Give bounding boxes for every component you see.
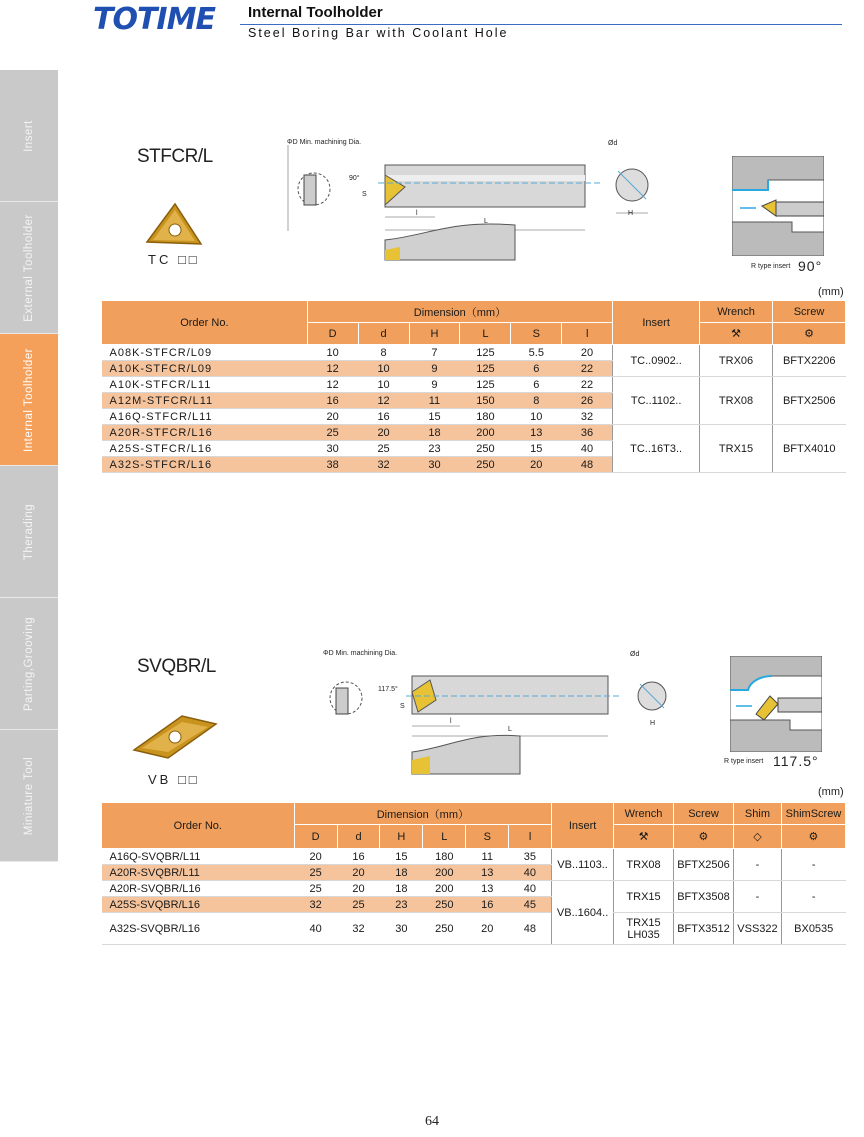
order-no-cell: A10K-STFCR/L11 xyxy=(102,377,308,393)
order-no-cell: A25S-SVQBR/L16 xyxy=(102,897,295,913)
screw-cell: BFTX2506 xyxy=(674,849,734,881)
table-row xyxy=(102,849,846,865)
table-row xyxy=(102,913,846,945)
col-shim: Shim xyxy=(733,803,781,825)
H-label: H xyxy=(650,720,656,727)
brand-logo: TOTIME xyxy=(93,2,215,37)
order-no-cell: A20R-SVQBR/L16 xyxy=(102,881,295,897)
dim-cell: 250 xyxy=(460,457,511,473)
dim-cell: 36 xyxy=(562,425,613,441)
col-order: Order No. xyxy=(102,803,295,849)
shimscrew-icon: ⚙ xyxy=(781,825,845,849)
tab-label: Therading xyxy=(22,503,35,560)
approach-angle: 90° xyxy=(798,258,823,274)
table-row xyxy=(102,377,846,393)
svqbr-spec-table xyxy=(101,802,846,945)
dim-cell: 10 xyxy=(358,361,409,377)
wrench-cell: TRX15 xyxy=(614,881,674,913)
dim-cell: 13 xyxy=(466,881,509,897)
angle-label: 117.5° xyxy=(378,686,398,693)
dim-cell: 13 xyxy=(466,865,509,881)
wrench-value: TRX15 xyxy=(626,916,661,929)
dim-cell: 250 xyxy=(460,441,511,457)
insert-cell: TC..0902.. xyxy=(613,345,700,377)
tab-label: Miniature Tool xyxy=(23,756,36,835)
screw-cell: BFTX3512 xyxy=(674,913,734,945)
col-shimscrew: ShimScrew xyxy=(781,803,845,825)
dim-cell: 9 xyxy=(409,361,460,377)
tab-label: Insert xyxy=(22,119,35,152)
col-insert: Insert xyxy=(552,803,614,849)
dim-cell: 16 xyxy=(358,409,409,425)
dim-cell: 40 xyxy=(509,865,552,881)
col-l: l xyxy=(509,825,552,849)
table-row xyxy=(102,425,846,441)
dim-cell: 9 xyxy=(409,377,460,393)
page-number: 64 xyxy=(425,1114,439,1129)
shimscrew-cell: - xyxy=(781,881,845,913)
tc-insert-icon xyxy=(143,200,205,250)
unit-label: (mm) xyxy=(818,286,844,298)
dim-cell: 20 xyxy=(562,345,613,361)
dim-cell: 12 xyxy=(307,377,358,393)
dim-cell: 6 xyxy=(511,361,562,377)
col-wrench: Wrench xyxy=(614,803,674,825)
order-no-cell: A10K-STFCR/L09 xyxy=(102,361,308,377)
dim-cell: 7 xyxy=(409,345,460,361)
shimscrew-cell: BX0535 xyxy=(781,913,845,945)
order-no-cell: A20R-SVQBR/L11 xyxy=(102,865,295,881)
dim-cell: 8 xyxy=(511,393,562,409)
col-d: d xyxy=(337,825,380,849)
tab-label: External Toolholder xyxy=(23,213,35,322)
dim-cell: 250 xyxy=(423,897,466,913)
order-no-cell: A12M-STFCR/L11 xyxy=(102,393,308,409)
dim-cell: 18 xyxy=(409,425,460,441)
wrench-icon: ⚒ xyxy=(614,825,674,849)
insert-cell: TC..1102.. xyxy=(613,377,700,425)
col-L: L xyxy=(460,323,511,345)
L-label: L xyxy=(484,218,488,225)
dim-cell: 20 xyxy=(358,425,409,441)
category-sidebar xyxy=(0,70,58,862)
shim-icon: ◇ xyxy=(733,825,781,849)
table-row xyxy=(102,881,846,897)
shim-cell: - xyxy=(733,881,781,913)
order-no-cell: A32S-STFCR/L16 xyxy=(102,457,308,473)
dim-cell: 12 xyxy=(358,393,409,409)
wrench-value: LH035 xyxy=(627,928,660,941)
order-no-cell: A16Q-STFCR/L11 xyxy=(102,409,308,425)
dim-cell: 30 xyxy=(307,441,358,457)
approach-angle: 117.5° xyxy=(773,753,819,769)
tab-label: Parting,Grooving xyxy=(23,616,36,711)
insert-cell: TC..16T3.. xyxy=(613,425,700,473)
stfcr-drawing xyxy=(280,135,660,275)
wrench-cell: TRX06 xyxy=(700,345,773,377)
l-label: l xyxy=(416,210,418,217)
dim-cell: 30 xyxy=(409,457,460,473)
dim-cell: 20 xyxy=(466,913,509,945)
dim-cell: 25 xyxy=(294,881,337,897)
L-label: L xyxy=(508,726,512,733)
s-label: S xyxy=(362,191,367,198)
tab-insert[interactable] xyxy=(0,70,58,202)
dim-cell: 35 xyxy=(509,849,552,865)
dim-cell: 200 xyxy=(460,425,511,441)
stfcr-workpiece-diagram xyxy=(732,156,824,256)
screw-icon: ⚙ xyxy=(674,825,734,849)
dim-cell: 45 xyxy=(509,897,552,913)
H-label: H xyxy=(628,210,634,217)
dim-cell: 200 xyxy=(423,881,466,897)
section-title-stfcr: STFCR/L xyxy=(137,146,213,167)
dim-cell: 32 xyxy=(562,409,613,425)
col-screw: Screw xyxy=(773,301,846,323)
stfcr-spec-table xyxy=(101,300,846,473)
screw-icon: ⚙ xyxy=(773,323,846,345)
tab-external-toolholder[interactable] xyxy=(0,202,58,334)
dim-cell: 25 xyxy=(307,425,358,441)
dim-cell: 20 xyxy=(337,881,380,897)
dim-cell: 16 xyxy=(466,897,509,913)
rtype-label: R type insert xyxy=(724,758,764,765)
dim-cell: 32 xyxy=(337,913,380,945)
section-title-svqbr: SVQBR/L xyxy=(137,656,216,677)
min-dia-label: ΦD Min. machining Dia. xyxy=(287,139,362,146)
dim-cell: 10 xyxy=(307,345,358,361)
col-H: H xyxy=(409,323,460,345)
dim-cell: 18 xyxy=(380,881,423,897)
insert-cell: VB..1604.. xyxy=(552,881,614,945)
wrench-cell: TRX15 xyxy=(700,425,773,473)
dim-cell: 23 xyxy=(380,897,423,913)
col-insert: Insert xyxy=(613,301,700,345)
order-no-cell: A16Q-SVQBR/L11 xyxy=(102,849,295,865)
dim-cell: 15 xyxy=(409,409,460,425)
dim-cell: 180 xyxy=(423,849,466,865)
screw-cell: BFTX2206 xyxy=(773,345,846,377)
order-no-cell: A32S-SVQBR/L16 xyxy=(102,913,295,945)
dim-cell: 250 xyxy=(423,913,466,945)
dim-cell: 22 xyxy=(562,361,613,377)
dim-cell: 125 xyxy=(460,361,511,377)
unit-label: (mm) xyxy=(818,786,844,798)
wrench-cell xyxy=(614,913,674,945)
vb-insert-icon xyxy=(130,712,220,762)
dim-cell: 20 xyxy=(511,457,562,473)
order-no-cell: A08K-STFCR/L09 xyxy=(102,345,308,361)
dim-cell: 20 xyxy=(294,849,337,865)
table-row xyxy=(102,345,846,361)
col-order: Order No. xyxy=(102,301,308,345)
wrench-cell: TRX08 xyxy=(700,377,773,425)
shimscrew-cell: - xyxy=(781,849,845,881)
rtype-label: R type insert xyxy=(751,263,791,270)
shim-cell: - xyxy=(733,849,781,881)
col-dimension: Dimension（mm） xyxy=(307,301,612,323)
dim-cell: 26 xyxy=(562,393,613,409)
dim-cell: 10 xyxy=(511,409,562,425)
dim-cell: 32 xyxy=(294,897,337,913)
dim-cell: 18 xyxy=(380,865,423,881)
dim-cell: 12 xyxy=(307,361,358,377)
screw-cell: BFTX3508 xyxy=(674,881,734,913)
dim-cell: 30 xyxy=(380,913,423,945)
dim-cell: 125 xyxy=(460,345,511,361)
dim-cell: 40 xyxy=(509,881,552,897)
dim-cell: 11 xyxy=(466,849,509,865)
l-label: l xyxy=(450,718,452,725)
col-D: D xyxy=(294,825,337,849)
wrench-icon: ⚒ xyxy=(700,323,773,345)
tab-miniature-tool[interactable] xyxy=(0,730,58,862)
angle-label: 90° xyxy=(349,175,360,182)
col-S: S xyxy=(466,825,509,849)
insert-code-vb: VB □□ xyxy=(148,772,200,787)
dim-cell: 16 xyxy=(337,849,380,865)
tab-label: Internal Toolholder xyxy=(23,347,36,452)
dim-cell: 15 xyxy=(511,441,562,457)
insert-cell: VB..1103.. xyxy=(552,849,614,881)
order-no-cell: A20R-STFCR/L16 xyxy=(102,425,308,441)
insert-code-tc: TC □□ xyxy=(148,252,200,267)
dim-cell: 20 xyxy=(337,865,380,881)
s-label: S xyxy=(400,703,405,710)
dim-cell: 38 xyxy=(307,457,358,473)
svqbr-workpiece-diagram xyxy=(730,656,822,752)
dim-cell: 13 xyxy=(511,425,562,441)
page-subtitle: Steel Boring Bar with Coolant Hole xyxy=(248,26,509,40)
col-l: l xyxy=(562,323,613,345)
wrench-cell: TRX08 xyxy=(614,849,674,881)
dim-cell: 48 xyxy=(562,457,613,473)
dim-cell: 6 xyxy=(511,377,562,393)
d-label: Ød xyxy=(608,140,618,147)
d-label: Ød xyxy=(630,651,640,658)
page-title: Internal Toolholder xyxy=(248,4,383,21)
col-L: L xyxy=(423,825,466,849)
dim-cell: 200 xyxy=(423,865,466,881)
min-dia-label: ΦD Min. machining Dia. xyxy=(323,650,398,657)
dim-cell: 32 xyxy=(358,457,409,473)
dim-cell: 22 xyxy=(562,377,613,393)
tab-parting-grooving[interactable] xyxy=(0,598,58,730)
dim-cell: 25 xyxy=(337,897,380,913)
shim-cell: VSS322 xyxy=(733,913,781,945)
dim-cell: 8 xyxy=(358,345,409,361)
dim-cell: 180 xyxy=(460,409,511,425)
dim-cell: 125 xyxy=(460,377,511,393)
dim-cell: 40 xyxy=(294,913,337,945)
dim-cell: 5.5 xyxy=(511,345,562,361)
col-d: d xyxy=(358,323,409,345)
header-divider xyxy=(240,24,842,25)
col-S: S xyxy=(511,323,562,345)
col-screw: Screw xyxy=(674,803,734,825)
dim-cell: 16 xyxy=(307,393,358,409)
dim-cell: 23 xyxy=(409,441,460,457)
dim-cell: 10 xyxy=(358,377,409,393)
dim-cell: 15 xyxy=(380,849,423,865)
col-H: H xyxy=(380,825,423,849)
dim-cell: 11 xyxy=(409,393,460,409)
dim-cell: 25 xyxy=(358,441,409,457)
tab-internal-toolholder[interactable] xyxy=(0,334,58,466)
svqbr-drawing xyxy=(320,652,670,782)
col-dimension: Dimension（mm） xyxy=(294,803,551,825)
dim-cell: 48 xyxy=(509,913,552,945)
dim-cell: 20 xyxy=(307,409,358,425)
screw-cell: BFTX2506 xyxy=(773,377,846,425)
col-D: D xyxy=(307,323,358,345)
order-no-cell: A25S-STFCR/L16 xyxy=(102,441,308,457)
dim-cell: 150 xyxy=(460,393,511,409)
dim-cell: 25 xyxy=(294,865,337,881)
col-wrench: Wrench xyxy=(700,301,773,323)
dim-cell: 40 xyxy=(562,441,613,457)
tab-threading[interactable] xyxy=(0,466,58,598)
screw-cell: BFTX4010 xyxy=(773,425,846,473)
